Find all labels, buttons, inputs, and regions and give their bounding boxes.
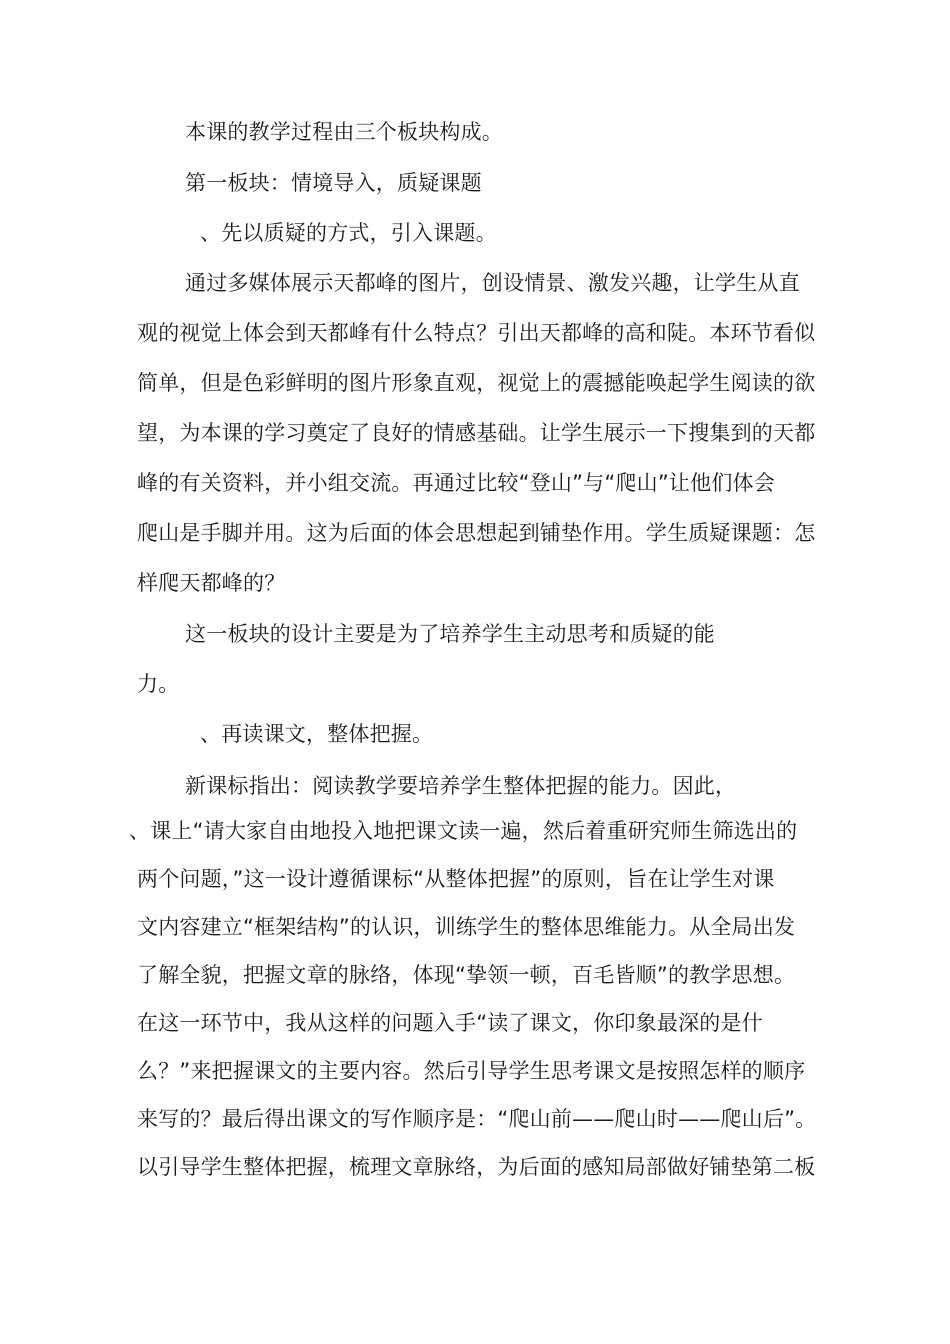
text-line: 么？”来把握课文的主要内容。然后引导学生思考课文是按照怎样的顺序: [137, 1059, 806, 1083]
subsection-heading: 、再读课文，整体把握。: [200, 722, 434, 746]
text-line: 两个问题，”这一设计遵循课标“从整体把握”的原则，旨在让学生对课: [137, 867, 775, 891]
text-line: 这一板块的设计主要是为了培养学生主动思考和质疑的能: [185, 622, 715, 646]
text-line: 在这一环节中，我从这样的问题入手“读了课文，你印象最深的是什: [137, 1011, 763, 1035]
text-line: 新课标指出：阅读教学要培养学生整体把握的能力。因此，: [185, 774, 737, 798]
subsection-heading: 、先以质疑的方式，引入课题。: [200, 221, 497, 245]
text-line: 爬山是手脚并用。这为后面的体会思想起到铺垫作用。学生质疑课题：怎: [137, 521, 816, 545]
text-line: 文内容建立“框架结构”的认识，训练学生的整体思维能力。从全局出发: [137, 915, 796, 939]
text-line: 简单，但是色彩鲜明的图片形象直观，视觉上的震撼能唤起学生阅读的欲: [137, 371, 816, 395]
text-line: 样爬天都峰的？: [137, 571, 286, 595]
text-line: 观的视觉上体会到天都峰有什么特点？引出天都峰的高和陡。本环节看似: [137, 321, 816, 345]
text-line: 峰的有关资料，并小组交流。再通过比较“登山”与“爬山”让他们体会: [137, 471, 775, 495]
text-line: 本课的教学过程由三个板块构成。: [185, 120, 503, 144]
text-line: 、课上“请大家自由地投入地把课文读一遍，然后着重研究师生筛选出的: [129, 819, 798, 843]
text-line: 力。: [137, 672, 180, 696]
text-line: 以引导学生整体把握，梳理文章脉络，为后面的感知局部做好铺垫第二板: [137, 1155, 816, 1179]
section-heading: 第一板块：情境导入，质疑课题: [185, 171, 482, 195]
text-line: 望，为本课的学习奠定了良好的情感基础。让学生展示一下搜集到的天都: [137, 421, 816, 445]
text-line: 了解全貌，把握文章的脉络，体现“挚领一顿，百毛皆顺”的教学思想。: [137, 963, 796, 987]
text-line: 来写的？最后得出课文的写作顺序是：“爬山前——爬山时——爬山后”。: [137, 1107, 817, 1131]
text-line: 通过多媒体展示天都峰的图片，创设情景、激发兴趣，让学生从直: [185, 271, 800, 295]
